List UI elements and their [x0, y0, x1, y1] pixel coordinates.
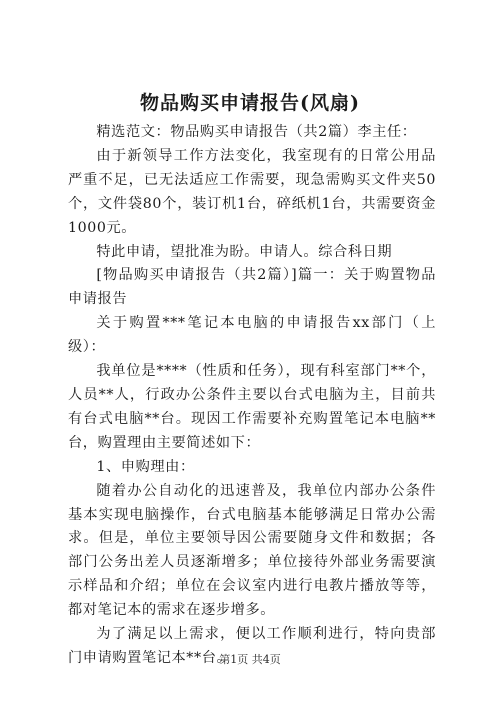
- document-body: [68, 121, 436, 671]
- paragraph-report-title: 关于购置***笔记本电脑的申请报告xx部门（上级）：: [68, 315, 436, 356]
- paragraph-article-heading: [物品购买申请报告（共2篇）]篇一：关于购置物品申请报告: [68, 267, 436, 308]
- paragraph-conclusion: 为了满足以上需求，便以工作顺利进行，特向贵部门申请购置笔记本**台。: [68, 626, 436, 666]
- paragraph-unit-info: 我单位是****（性质和任务），现有科室部门**个，人员**人，行政办公条件主要以台式电脑为主，目前共有台式电脑**台。现因工作需要补充购置笔记本电脑**台，购置理由主要简述如下：: [68, 363, 436, 451]
- paragraph-request: 特此申请，望批准为盼。申请人。综合科日期: [96, 243, 393, 260]
- page-number-footer: 第1页 共4页: [219, 653, 281, 666]
- paragraph-section-heading: 1、申购理由：: [96, 458, 195, 475]
- paragraph-intro: 精选范文：物品购买申请报告（共2篇）李主任：: [96, 124, 417, 140]
- paragraph-purchase-reason: 随着办公自动化的迅速普及，我单位内部办公条件基本实现电脑操作，台式电脑基本能够满足日常办公需求。但是，单位主要领导因公需要随身文件和数据；各部门公务出差人员逐渐增多；单位接待外部业务需要演示样品和介绍；单位在会议室内进行电教片播放等等，都对笔记本的需求在逐步增多。: [68, 482, 436, 619]
- paragraph-reason: 由于新领导工作方法变化，我室现有的日常公用品严重不足，已无法适应工作需要，现急需购买文件夹50个，文件袋80个，装订机1台，碎纸机1台，共需要资金1000元。: [68, 147, 436, 236]
- document-title: 物品购买申请报告(风扇): [140, 92, 360, 114]
